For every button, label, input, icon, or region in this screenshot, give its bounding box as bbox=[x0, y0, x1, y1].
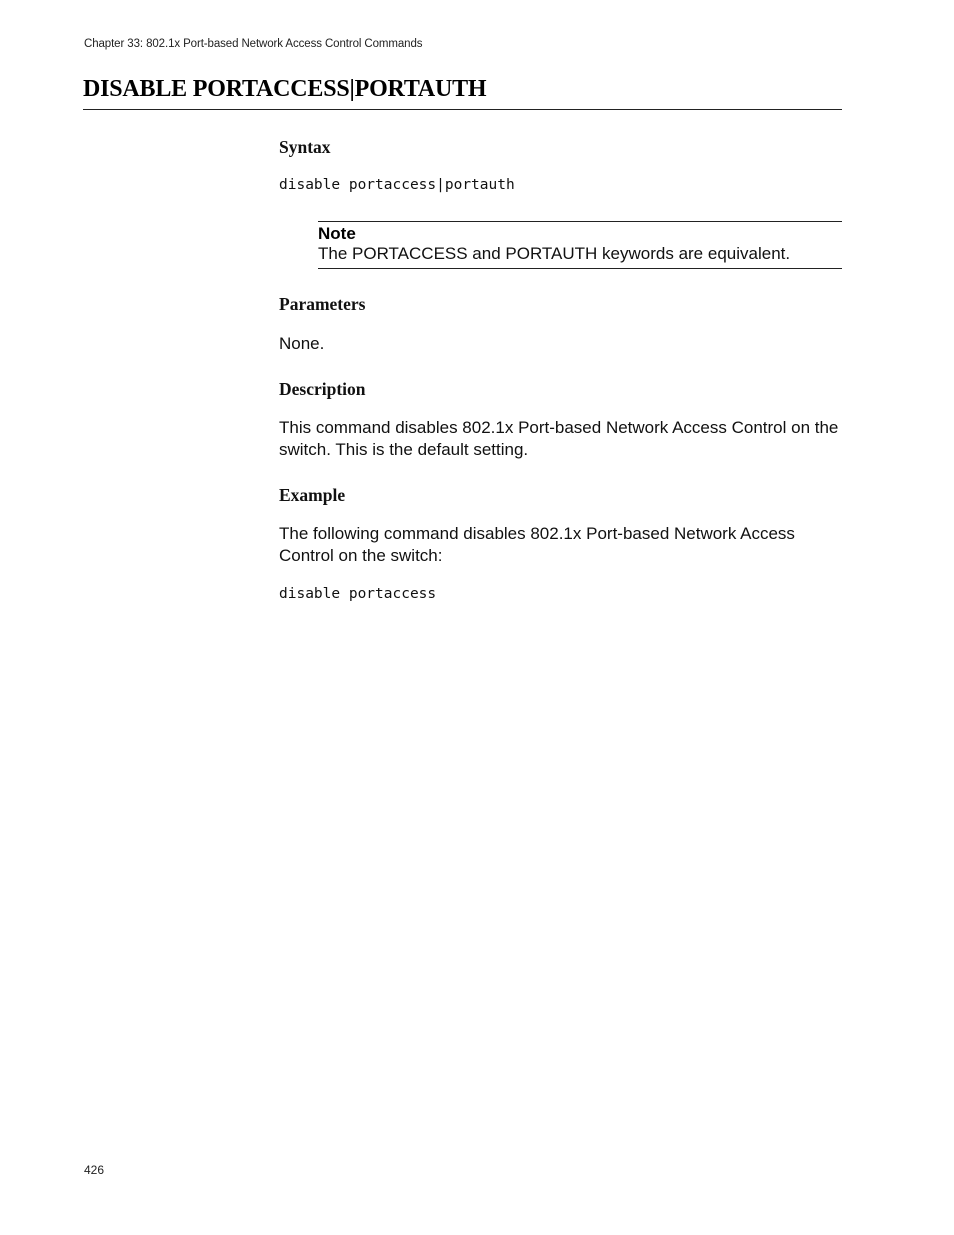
note-box bbox=[318, 221, 842, 269]
command-title: DISABLE PORTACCESS|PORTAUTH bbox=[83, 76, 487, 102]
parameters-text: None. bbox=[279, 334, 325, 353]
parameters-heading: Parameters bbox=[279, 294, 366, 314]
note-text: The PORTACCESS and PORTAUTH keywords are equivalent. bbox=[318, 244, 791, 263]
example-code: disable portaccess bbox=[279, 586, 437, 602]
syntax-heading: Syntax bbox=[279, 137, 331, 157]
page-number: 426 bbox=[84, 1163, 105, 1177]
description-text: This command disables 802.1x Port-based Network Access Control on the switch. This is the default setting. bbox=[279, 418, 839, 459]
description-heading: Description bbox=[279, 379, 366, 399]
running-header: Chapter 33: 802.1x Port-based Network Access Control Commands bbox=[84, 38, 423, 50]
example-text: The following command disables 802.1x Port-based Network Access Control on the switch: bbox=[279, 524, 795, 565]
title-rule bbox=[83, 109, 842, 110]
example-heading: Example bbox=[279, 485, 346, 505]
note-label: Note bbox=[318, 224, 356, 243]
syntax-code: disable portaccess|portauth bbox=[279, 177, 515, 193]
